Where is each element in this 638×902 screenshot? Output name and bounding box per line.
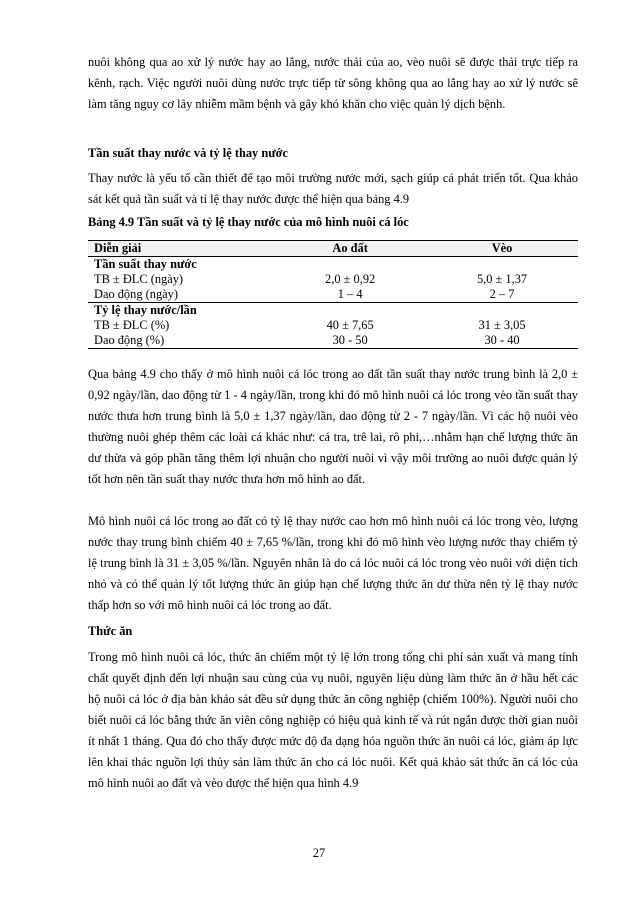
cell-cage: 31 ± 3,05 [478,318,526,332]
header-cell-cage: Vèo [426,241,578,257]
row-label: TB ± ĐLC (%) [94,318,170,332]
cell-pond: 40 ± 7,65 [326,318,374,332]
row-label: Dao động (ngày) [94,287,178,301]
table-row [88,318,578,333]
group-label-frequency: Tần suất thay nước [94,257,197,271]
cell-cage: 30 - 40 [426,333,578,349]
row-label: TB ± ĐLC (ngày) [94,272,184,286]
paragraph-table-analysis: Qua bảng 4.9 cho thấy ở mô hình nuôi cá lóc trong ao đất tần suất thay nước trung bình là 2,0 ± 0,92 ngày/lần, dao động từ 1 - 4 ngày/lần, trong khi đó mô hình nuôi cá lóc trong vèo tần suất thay nước thưa hơn trung bình là 5,0 ± 1,37 ngày/lần, dao động từ 2 - 7 ngày/lần. Vì các hộ nuôi vèo thường nuôi ghép thêm các loài cá khác như: cá tra, trê lai, rô phi,…nhằm hạn chế lượng thức ăn dư thừa và góp phần tăng thêm lợi nhuận cho người nuôi vì vậy môi trường ao nuôi được quản lý tốt hơn nên tần suất thay nước thưa hơn mô hình ao đất. [88,367,578,486]
table-row [88,272,578,287]
group-label-rate: Tỷ lệ thay nước/lần [88,303,578,319]
header-cell-pond: Ao đất [274,241,426,257]
page-number: 27 [312,846,326,860]
table-caption: Bảng 4.9 Tần suất và tỷ lệ thay nước của mô hình nuôi cá lóc [88,215,409,229]
cell-pond: 30 - 50 [274,333,426,349]
paragraph-intro: nuôi không qua ao xử lý nước hay ao lắng, nước thải của ao, vèo nuôi sẽ được thải trực tiếp ra kênh, rạch. Việc người nuôi dùng nước trực tiếp từ sông không qua ao lắng hay ao xử lý nước sẽ làm tăng nguy cơ lây nhiễm mầm bệnh và gây khó khăn cho việc quản lý dịch bệnh. [88,55,578,111]
table-row [88,287,578,303]
header-cell-description: Diễn giải [88,241,274,257]
table-group-row [88,303,578,319]
row-label: Dao động (%) [88,333,274,349]
section-heading-water-exchange: Tần suất thay nước và tỷ lệ thay nước [88,146,289,160]
cell-pond: 2,0 ± 0,92 [325,272,376,286]
data-table [88,240,578,349]
table-header-row [88,241,578,257]
paragraph-feed: Trong mô hình nuôi cá lóc, thức ăn chiếm một tỷ lệ lớn trong tổng chi phí sản xuất và mang tính chất quyết định đến lợi nhuận sau cùng của vụ nuôi, nguyên liệu dùng làm thức ăn ở hầu hết các hộ nuôi cá lóc ở địa bàn khảo sát đều sử dụng thức ăn công nghiệp (chiếm 100%). Người nuôi cho biết nuôi cá lóc bằng thức ăn viên công nghiệp có hiệu quả kinh tế và rút ngắn được thời gian nuôi ít nhất 1 tháng. Qua đó cho thấy được mức độ đa dạng hóa nguồn thức ăn nuôi cá lóc, giảm áp lực lên khai thác nguồn lợi thủy sản làm thức ăn cho cá lóc nuôi. Kết quả khảo sát thức ăn cá lóc của mô hình nuôi ao đất và vèo được thể hiện qua hình 4.9 [88,650,578,790]
cell-pond: 1 – 4 [337,287,363,301]
table-row [88,333,578,349]
cell-cage: 2 – 7 [489,287,515,301]
paragraph-water-rate: Mô hình nuôi cá lóc trong ao đất có tỷ lệ thay nước cao hơn mô hình nuôi cá lóc trong vèo, lượng nước thay trung bình chiếm 40 ± 7,65 %/lần, trong khi đó mô hình vèo lượng nước thay chiếm tỷ lệ trung bình là 31 ± 3,05 %/lần. Nguyên nhân là do cá lóc nuôi cá lóc trong vèo nuôi với diện tích nhỏ và có thể quản lý tốt lượng thức ăn giúp hạn chế lượng thức ăn dư thừa nên tỷ lệ thay nước thấp hơn so với mô hình nuôi cá lóc trong ao đất. [88,514,578,612]
cell-cage: 5,0 ± 1,37 [476,272,528,286]
paragraph-water-exchange: Thay nước là yếu tố cần thiết để tạo môi trường nước mới, sạch giúp cá phát triển tốt. Qua khảo sát kết quả tần suất và tỉ lệ thay nước được thể hiện qua bảng 4.9 [88,171,578,206]
section-heading-feed: Thức ăn [88,624,133,638]
table-group-row [88,257,578,273]
